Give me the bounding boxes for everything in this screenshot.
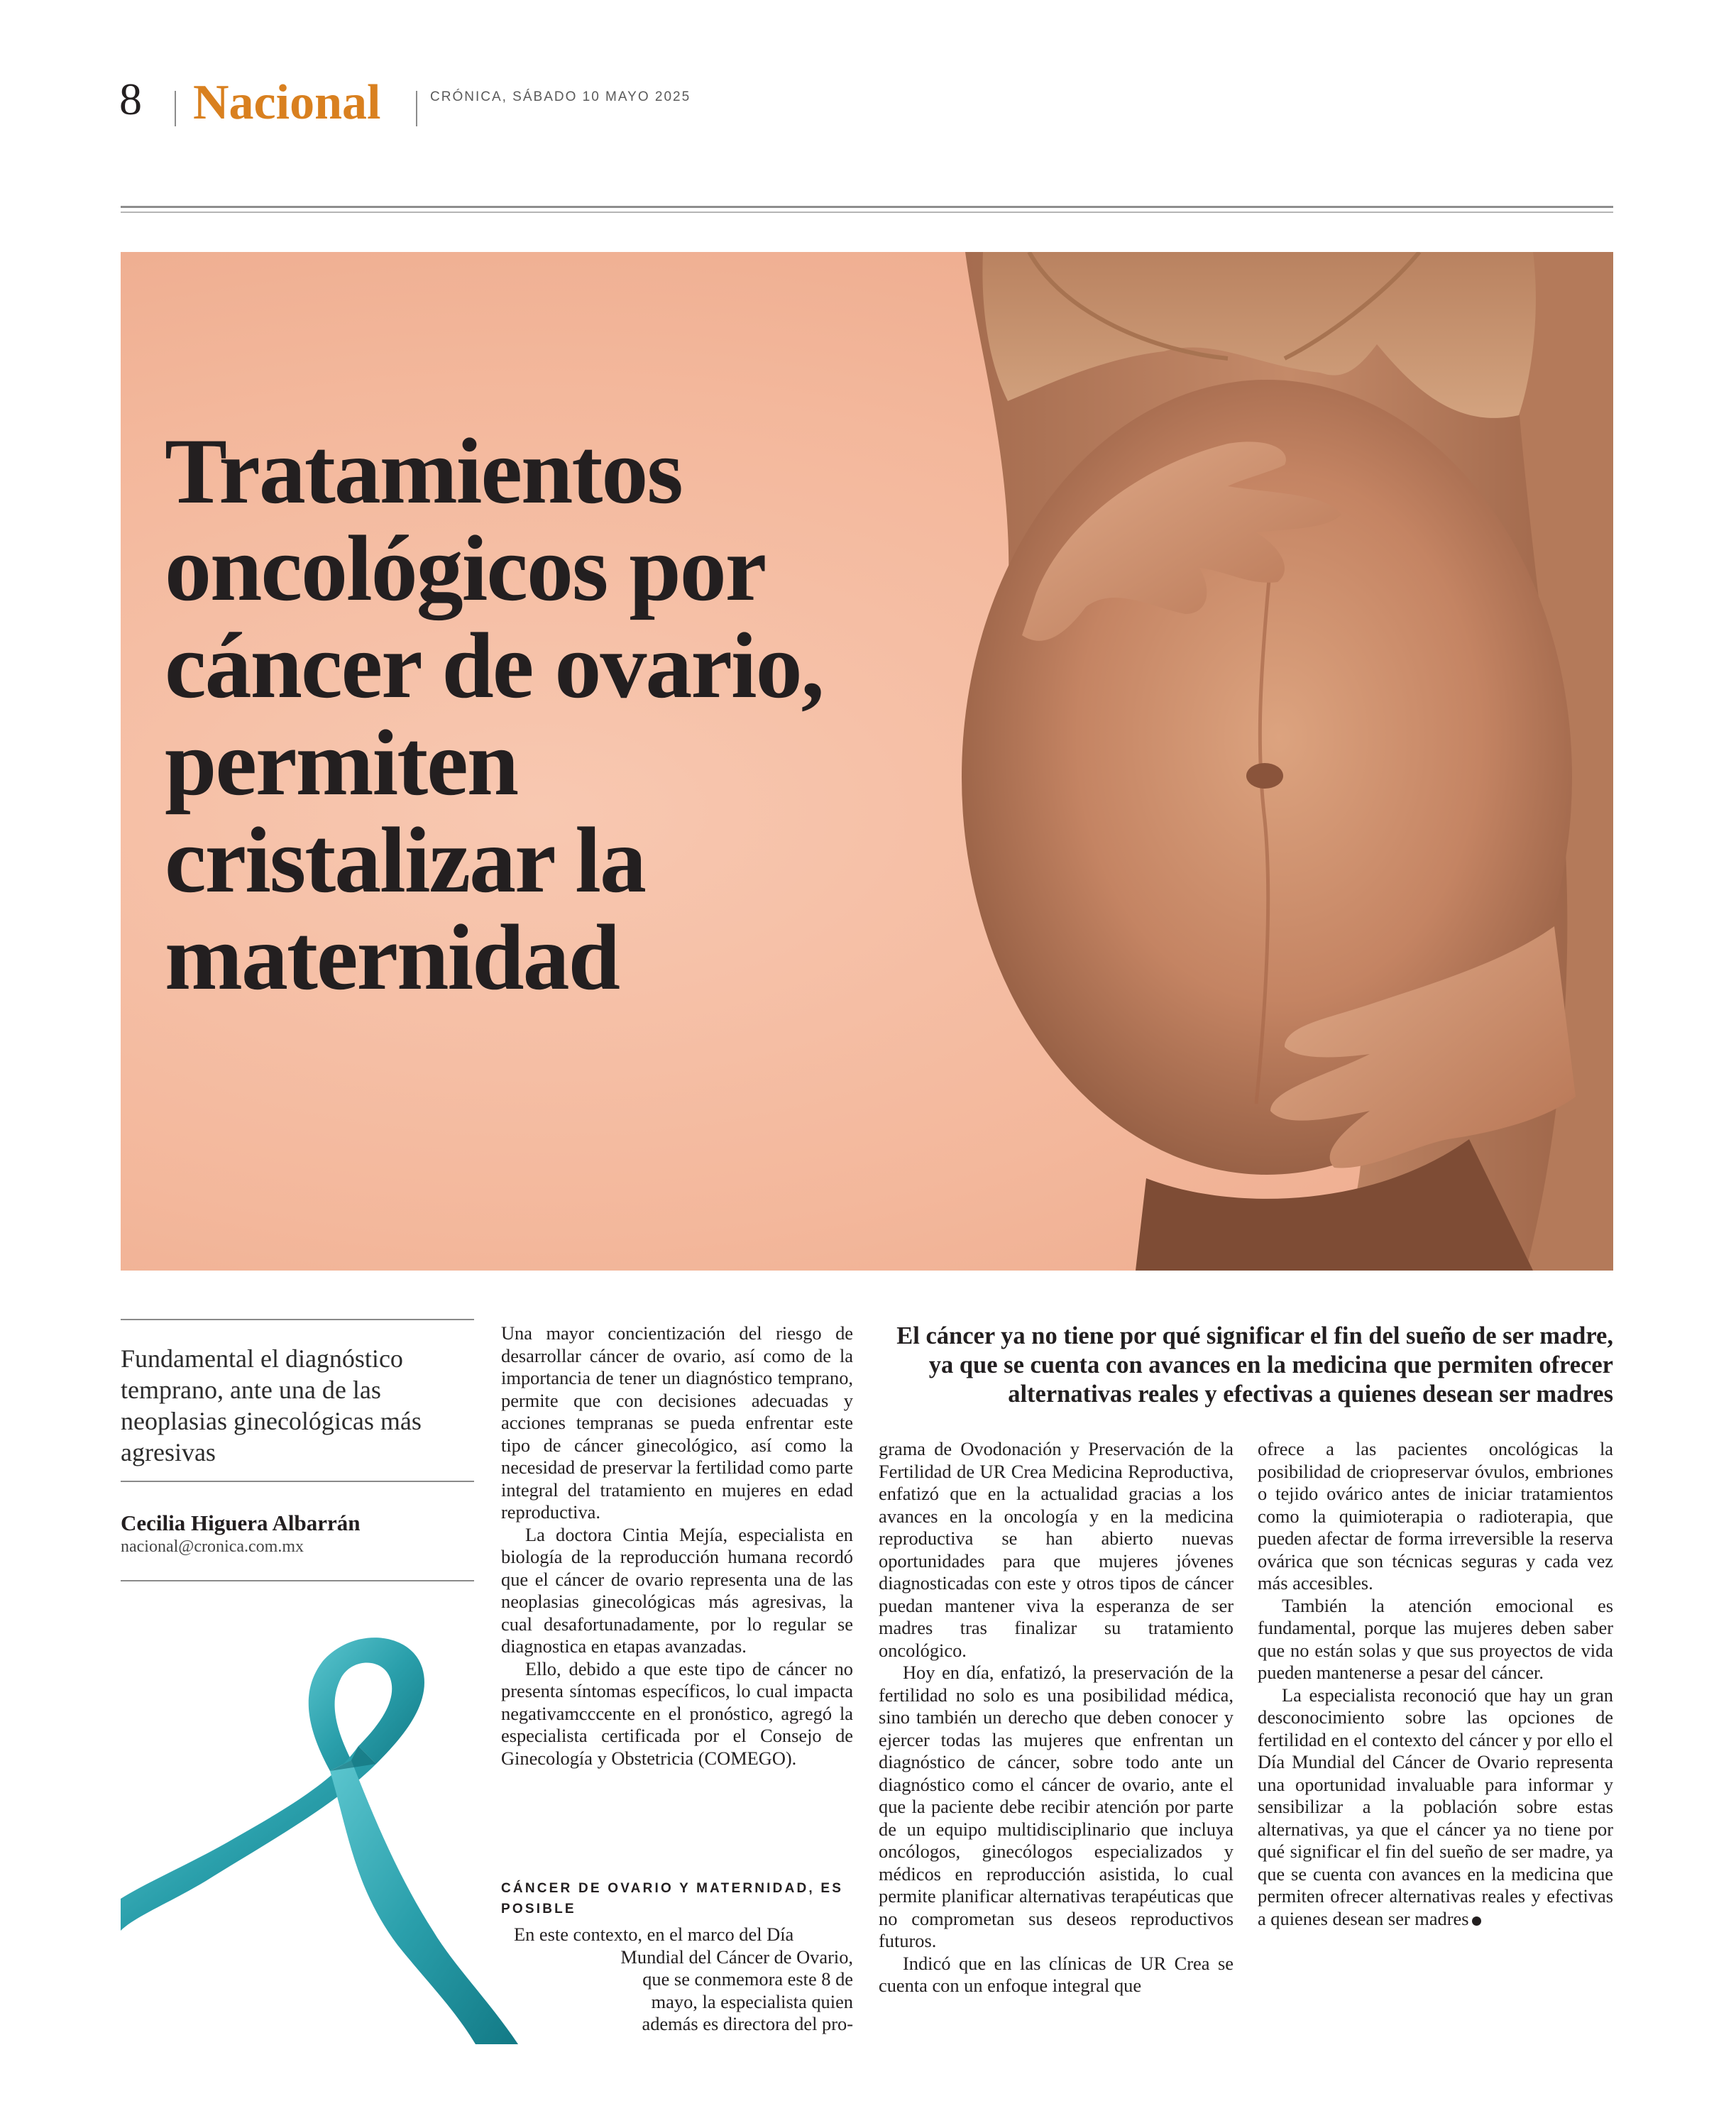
- article-line: que se conmemora este 8 de: [642, 1968, 853, 1990]
- article-paragraph: Hoy en día, enfatizó, la preservación de la fertilidad no solo es una posibilidad médica, sino también un derecho que deben conocer y ejercer todas las mujeres que enfrentan un diagnóstico de cáncer, sobre todo ante un diagnóstico como el cáncer de ovario, ante el que la paciente debe recibir atención por parte de un equipo multidisciplinario que incluya oncólogos, ginecólogos especializados y médicos en reproducción asistida, lo cual permite planificar alternativas terapéuticas que no comprometan sus deseos reproductivos futuros.: [879, 1662, 1234, 1951]
- article-line: En este contexto, en el marco del Día: [514, 1924, 794, 1945]
- headline: Tratamientos oncológicos por cáncer de ovario, permiten cristalizar la maternidad: [165, 419, 823, 1009]
- sidebar-rule: [121, 1319, 474, 1320]
- article-paragraph: ofrece a las pacientes oncológicas la posibilidad de criopreservar óvulos, embriones o tejido ovárico antes de iniciar tratamientos como la quimioterapia o radioterapia, que pueden afectar de forma irreversible la reserva ovárica que son técnicas seguras y cada vez más accesibles.: [1258, 1438, 1613, 1594]
- sidebar-rule: [121, 1580, 474, 1581]
- end-mark-icon: [1472, 1916, 1481, 1926]
- article-paragraph: Ello, debido a que este tipo de cáncer no presenta síntomas específicos, lo cual impacta negativamcccente en el pronóstico, agregó la especialista certificada por el Consejo de Ginecología y Obstetricia (COMEGO).: [501, 1657, 853, 1769]
- section-name: Nacional: [193, 75, 381, 130]
- author-name: Cecilia Higuera Albarrán: [121, 1510, 361, 1535]
- article-paragraph: grama de Ovodonación y Preservación de la Fertilidad de UR Crea Medicina Reproductiva, enfatizó que en la actualidad gracias a los avances en la oncología y en la medicina reproductiva se han abierto nuevas oportunidades para que mujeres jóvenes diagnosticadas con este y otros tipos de cáncer puedan mantener viva la esperanza de ser madres tras finalizar su tratamiento oncológico.: [879, 1438, 1234, 1661]
- article-line: Mundial del Cáncer de Ovario,: [620, 1946, 853, 1968]
- header-rule: [121, 212, 1613, 213]
- article-column-3: [1258, 1438, 1613, 1930]
- article-paragraph: Una mayor concientización del riesgo de desarrollar cáncer de ovario, así como de la importancia de tener un diagnóstico temprano, permite que con decisiones adecuadas y acciones tempranas se pueda enfrentar este tipo de cáncer ginecológico, así como la necesidad de preservar la fertilidad como parte integral del tratamiento en mujeres en edad reproductiva.: [501, 1322, 853, 1523]
- header-rule: [121, 206, 1613, 208]
- article-paragraph: También la atención emocional es fundamental, porque las mujeres deben saber que no están solas y que sus proyectos de vida pueden mantenerse a pesar del cáncer.: [1258, 1594, 1613, 1683]
- article-column-1-wrapped: [501, 1924, 853, 2036]
- pull-quote: El cáncer ya no tiene por qué significar el fin del sueño de ser madre, ya que se cuenta con avances en la medicina que permiten ofrecer alternativas reales y efectivas a quienes desean ser madres: [896, 1322, 1613, 1408]
- article-paragraph: Indicó que en las clínicas de UR Crea se cuenta con un enfoque integral que: [879, 1952, 1234, 1996]
- article-column-2: [879, 1438, 1234, 1997]
- article-line: mayo, la especialista quien: [651, 1990, 853, 2012]
- page-number: 8: [119, 74, 142, 124]
- header-divider: [416, 91, 417, 126]
- article-line: además es directora del pro-: [642, 2013, 853, 2034]
- dateline: CRÓNICA, SÁBADO 10 MAYO 2025: [430, 89, 691, 104]
- author-email[interactable]: nacional@cronica.com.mx: [121, 1537, 304, 1556]
- deck: Fundamental el diagnóstico temprano, ante una de las neoplasias ginecológicas más agresivas: [121, 1344, 422, 1466]
- article-paragraph: La doctora Cintia Mejía, especialista en biología de la reproducción humana recordó que el cáncer de ovario representa una de las neoplasias ginecológicas más agresivas, la cual desafortunadamente, por lo regular se diagnostica en etapas avanzadas.: [501, 1523, 853, 1657]
- article-paragraph-text: La especialista reconoció que hay un gran desconocimiento sobre las opciones de fertilidad en el contexto del cáncer y por ello el Día Mundial del Cáncer de Ovario representa una oportunidad invaluable para informar y sensibilizar a la población sobre estas alternativas, ya que el cáncer ya no tiene por qué significar el fin del sueño de ser madre, ya que se cuenta con avances en la medicina que permiten ofrecer alternativas reales y efectivas a quienes desean ser madres: [1258, 1684, 1613, 1929]
- hero-image: [121, 252, 1613, 1271]
- article-column-1: [501, 1322, 853, 1770]
- header-divider: [175, 91, 176, 126]
- article-subhead: CÁNCER DE OVARIO Y MATERNIDAD, ES POSIBLE: [501, 1881, 844, 1916]
- article-paragraph: [1258, 1684, 1613, 1931]
- sidebar-rule: [121, 1481, 474, 1482]
